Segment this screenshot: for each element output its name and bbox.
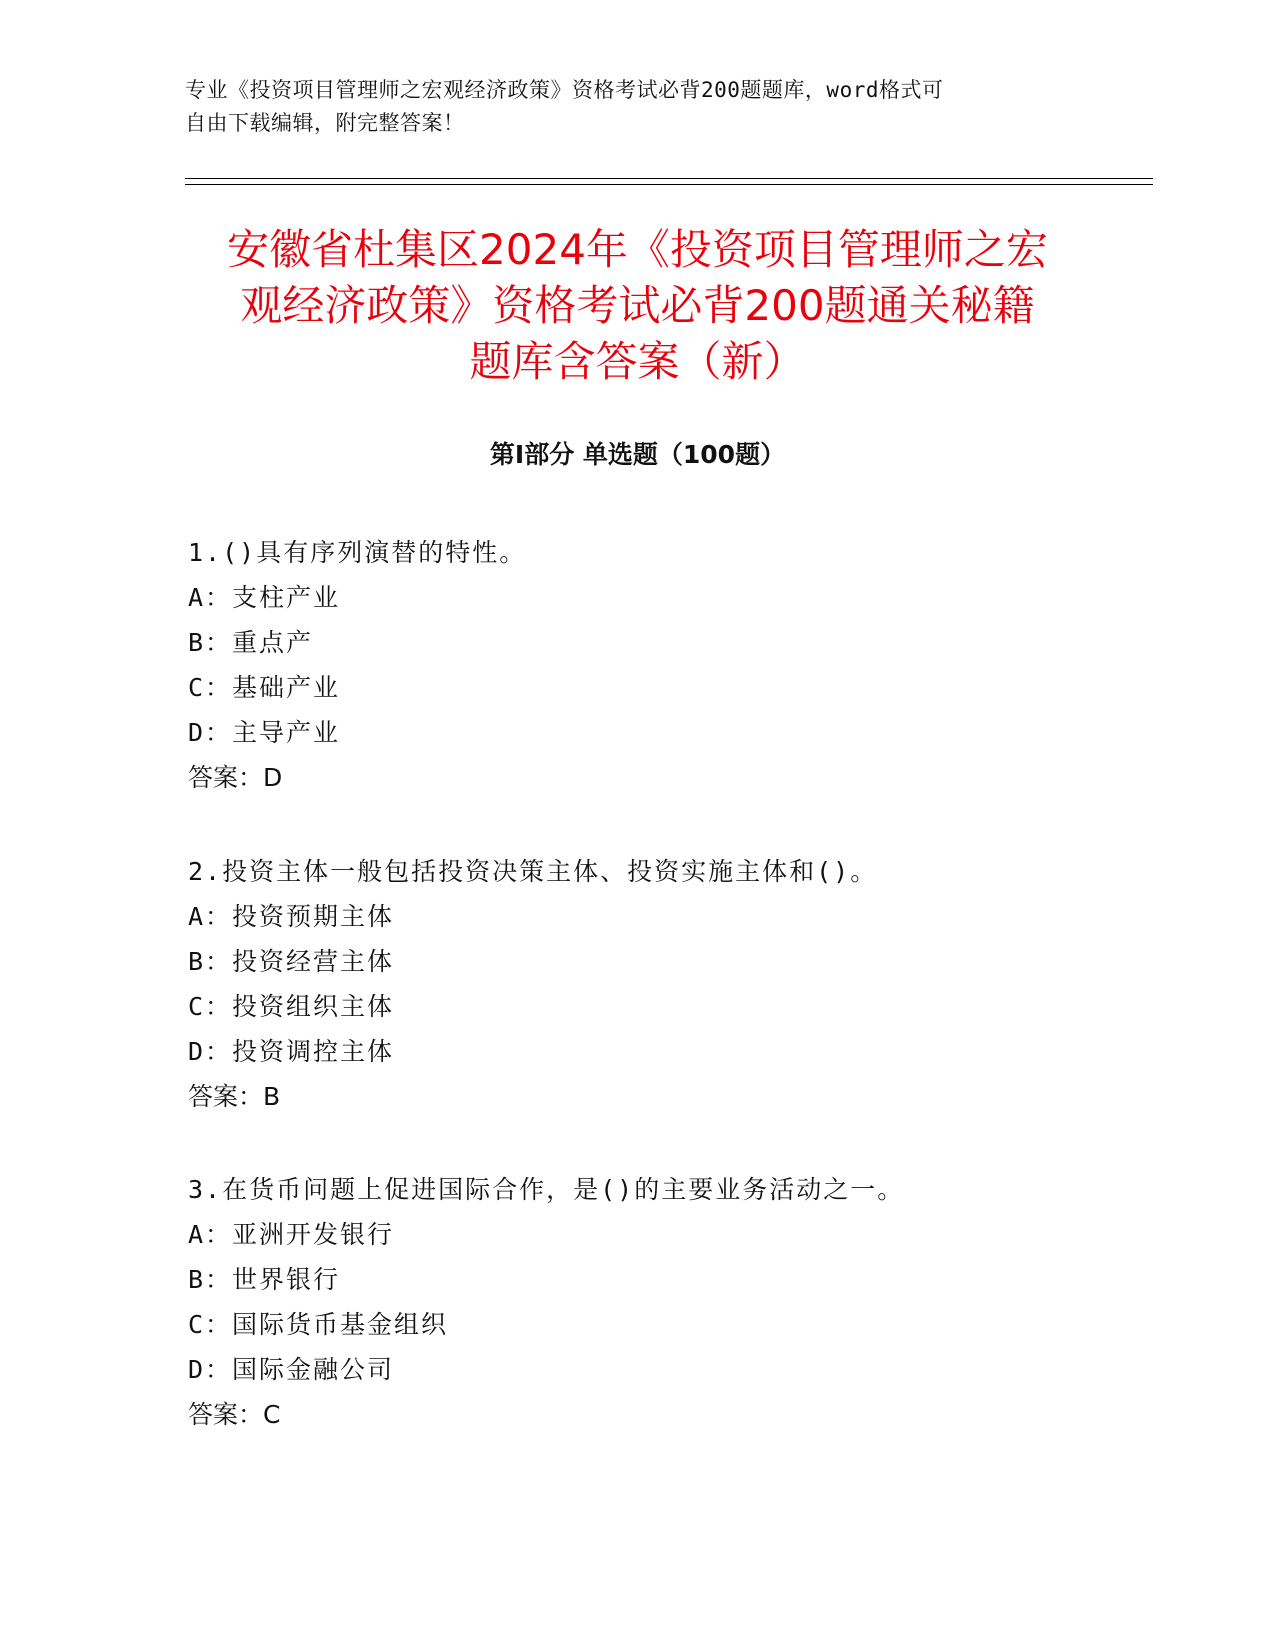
question-stem: 2.投资主体一般包括投资决策主体、投资实施主体和()。 bbox=[188, 857, 878, 886]
option-c: C：投资组织主体 bbox=[188, 992, 395, 1021]
answer-line: 答案：C bbox=[188, 1400, 281, 1429]
intro-line-2: 自由下载编辑，附完整答案！ bbox=[185, 111, 465, 135]
header-rule-top bbox=[185, 178, 1153, 179]
option-d: D：主导产业 bbox=[188, 718, 341, 747]
question-2 bbox=[188, 849, 1128, 1119]
question-stem: 1.()具有序列演替的特性。 bbox=[188, 538, 527, 567]
option-b: B：投资经营主体 bbox=[188, 947, 395, 976]
intro-text bbox=[185, 74, 1085, 140]
question-stem: 3.在货币问题上促进国际合作，是()的主要业务活动之一。 bbox=[188, 1175, 905, 1204]
option-b: B：重点产 bbox=[188, 628, 314, 657]
answer-line: 答案：B bbox=[188, 1082, 281, 1111]
option-a: A：投资预期主体 bbox=[188, 902, 395, 931]
section-heading: 第I部分 单选题（100题） bbox=[489, 440, 786, 469]
title-line-3: 题库含答案（新） bbox=[469, 337, 806, 386]
option-d: D：投资调控主体 bbox=[188, 1037, 395, 1066]
title-line-2: 观经济政策》资格考试必背200题通关秘籍 bbox=[240, 281, 1035, 330]
header-rule-bottom bbox=[185, 184, 1153, 185]
question-3 bbox=[188, 1167, 1128, 1437]
answer-line: 答案：D bbox=[188, 763, 283, 792]
option-c: C：基础产业 bbox=[188, 673, 341, 702]
option-a: A：亚洲开发银行 bbox=[188, 1220, 395, 1249]
option-a: A：支柱产业 bbox=[188, 583, 341, 612]
option-b: B：世界银行 bbox=[188, 1265, 341, 1294]
title-line-1: 安徽省杜集区2024年《投资项目管理师之宏 bbox=[227, 225, 1048, 274]
option-d: D：国际金融公司 bbox=[188, 1355, 395, 1384]
document-title bbox=[185, 222, 1090, 390]
intro-line-1: 专业《投资项目管理师之宏观经济政策》资格考试必背200题题库，word格式可 bbox=[185, 78, 944, 102]
question-1 bbox=[188, 530, 1128, 800]
option-c: C：国际货币基金组织 bbox=[188, 1310, 449, 1339]
